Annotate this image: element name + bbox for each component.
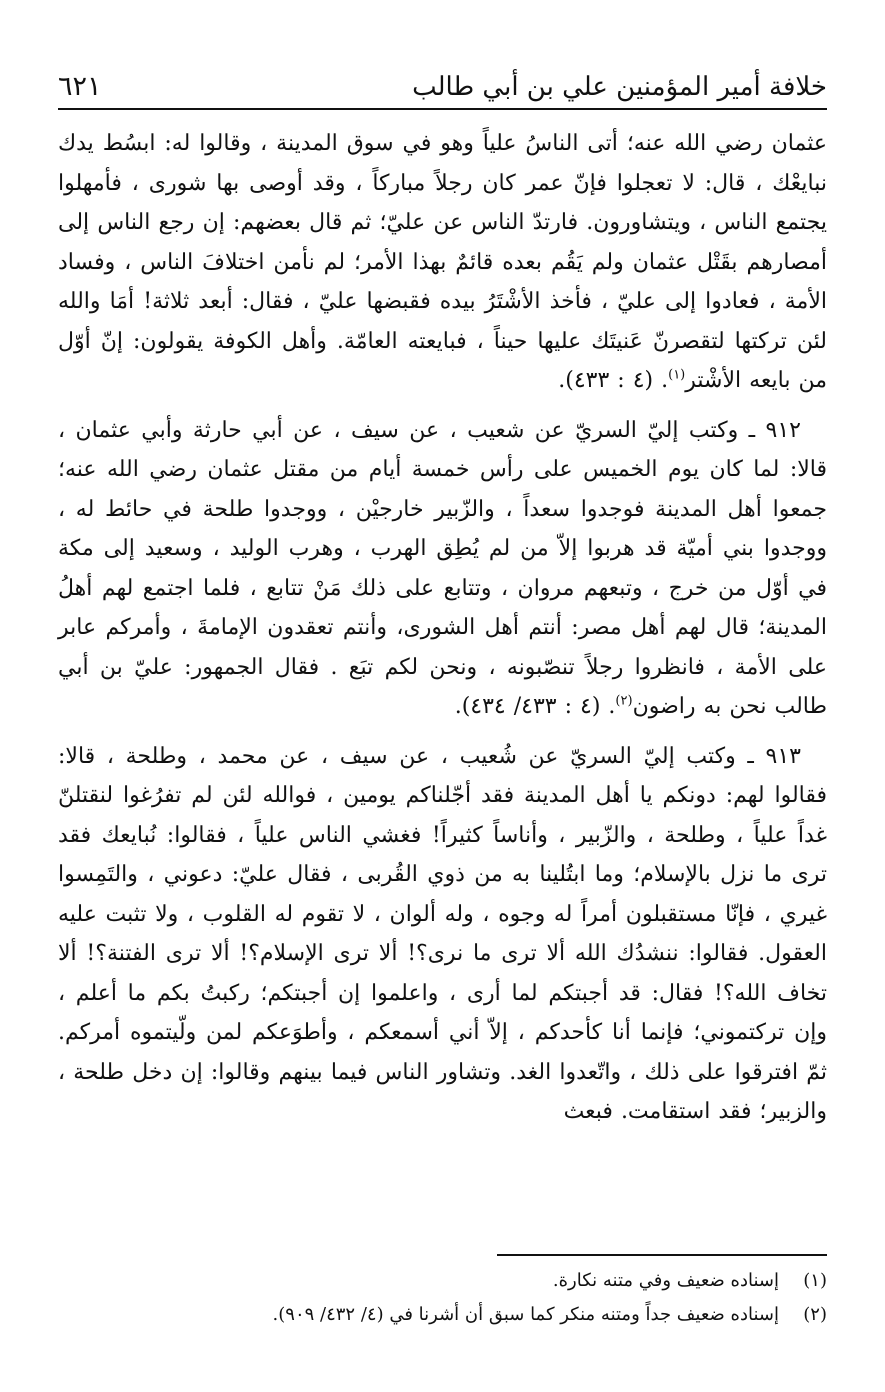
source-reference: . (٤ : ٤٣٣). bbox=[558, 368, 669, 393]
page-header bbox=[58, 64, 827, 110]
footnote-text: إسناده ضعيف جداً ومتنه منكر كما سبق أن أشرنا في (٤/ ٤٣٢/ ٩٠٩). bbox=[272, 1304, 779, 1325]
footnote-reference: (١) bbox=[668, 367, 686, 383]
paragraph-text: ٩١٣ ـ وكتب إليّ السريّ عن شُعيب ، عن سيف ، عن محمد ، وطلحة ، قالا: فقالوا لهم: دونكم يا أهل المدينة فقد أجّلناكم يومين ، فوالله لئن لم تفرُغوا لنقتلنّ غداً علياً ، وطلحة ، والزّبير ، وأناساً كثيراً! فغشي الناس علياً ، فقالوا: نُبايعك فقد ترى ما نزل بالإسلام؛ وما ابتُلينا به من ذوي القُربى ، فقال عليّ: دعوني ، والتَمِسوا غيري ، فإنّا مستقبلون أمراً له وجوه ، وله ألوان ، لا تقوم له القلوب ، ولا تثبت عليه العقول. فقالوا: ننشدُك الله ألا ترى ما نرى؟! ألا ترى الإسلام؟! ألا ترى الفتنة؟! ألا تخاف الله؟! فقال: قد أجبتكم لما أرى ، واعلموا إن أجبتكم؛ ركبتُ بكم ما أعلم ، وإن تركتموني؛ فإنما أنا كأحدكم ، إلاّ أني أسمعكم ، وأطوَعكم لمن ولّيتموه أمركم. ثمّ افترقوا على ذلك ، واتّعدوا الغد. وتشاور الناس فيما بينهم وقالوا: إن دخل طلحة ، والزبير؛ فقد استقامت. فبعث bbox=[58, 743, 828, 1124]
paragraph-continuation bbox=[58, 124, 827, 401]
footnote-text: إسناده ضعيف وفي متنه نكارة. bbox=[552, 1270, 779, 1291]
footnotes bbox=[58, 1264, 827, 1332]
paragraph-text: عثمان رضي الله عنه؛ أتى الناسُ علياً وهو في سوق المدينة ، وقالوا له: ابسُط يدك نبايعْك ، قال: لا تعجلوا فإنّ عمر كان رجلاً مباركاً ، وقد أوصى بها شورى ، فأمهلوا يجتمع الناس ، ويتشاورون. فارتدّ الناس عن عليّ؛ ثم قال بعضهم: إن رجع الناس إلى أمصارهم بقَتْل عثمان ولم يَقُم بعده قائمٌ بهذا الأمر؛ لم نأمن اختلافَ الناس ، وفساد الأمة ، فعادوا إلى عليّ ، فأخذ الأشْتَرُ بيده فقبضها عليّ ، فقال: أبعد ثلاثة! أمَا والله لئن تركتها لتقصرنّ عَنيتَك عليها حيناً ، فبايعته العامّة. وأهل الكوفة يقولون: إنّ أوّل من بايعه الأشْتر bbox=[58, 131, 827, 393]
paragraph-text: ٩١٢ ـ وكتب إليّ السريّ عن شعيب ، عن سيف ، عن أبي حارثة وأبي عثمان ، قالا: لما كان يوم الخميس على رأس خمسة أيام من مقتل عثمان رضي الله عنه؛ جمعوا أهل المدينة فوجدوا سعداً ، والزّبير خارجيْن ، ووجدوا طلحة في حائط له ، ووجدوا بني أميّة قد هربوا إلاّ من لم يُطِق الهرب ، وهرب الوليد ، وسعيد إلى مكة في أوّل من خرج ، وتبعهم مروان ، وتتابع على ذلك مَنْ تتابع ، فلما اجتمع لهم أهلُ المدينة؛ قال لهم أهل مصر: أنتم أهل الشورى، وأنتم تعقدون الإمامةَ ، وأمركم عابر على الأمة ، فانظروا رجلاً تنصّبونه ، ونحن لكم تبَع . فقال الجمهور: عليّ بن أبي طالب نحن به راضون bbox=[58, 417, 827, 719]
footnote-mark: (٢) bbox=[803, 1304, 827, 1325]
footnote bbox=[58, 1264, 827, 1298]
paragraph-912 bbox=[58, 411, 827, 727]
page-number: ٦٢١ bbox=[58, 71, 102, 102]
paragraph-913 bbox=[58, 737, 827, 1132]
footnote-reference: (٢) bbox=[615, 693, 633, 709]
footnote bbox=[58, 1298, 827, 1332]
running-title: خلافة أمير المؤمنين علي بن أبي طالب bbox=[412, 72, 827, 102]
source-reference: . (٤ : ٤٣٣/ ٤٣٤). bbox=[454, 694, 616, 719]
footnote-mark: (١) bbox=[803, 1270, 827, 1291]
footnote-separator bbox=[497, 1254, 827, 1256]
body-text bbox=[58, 124, 827, 1132]
